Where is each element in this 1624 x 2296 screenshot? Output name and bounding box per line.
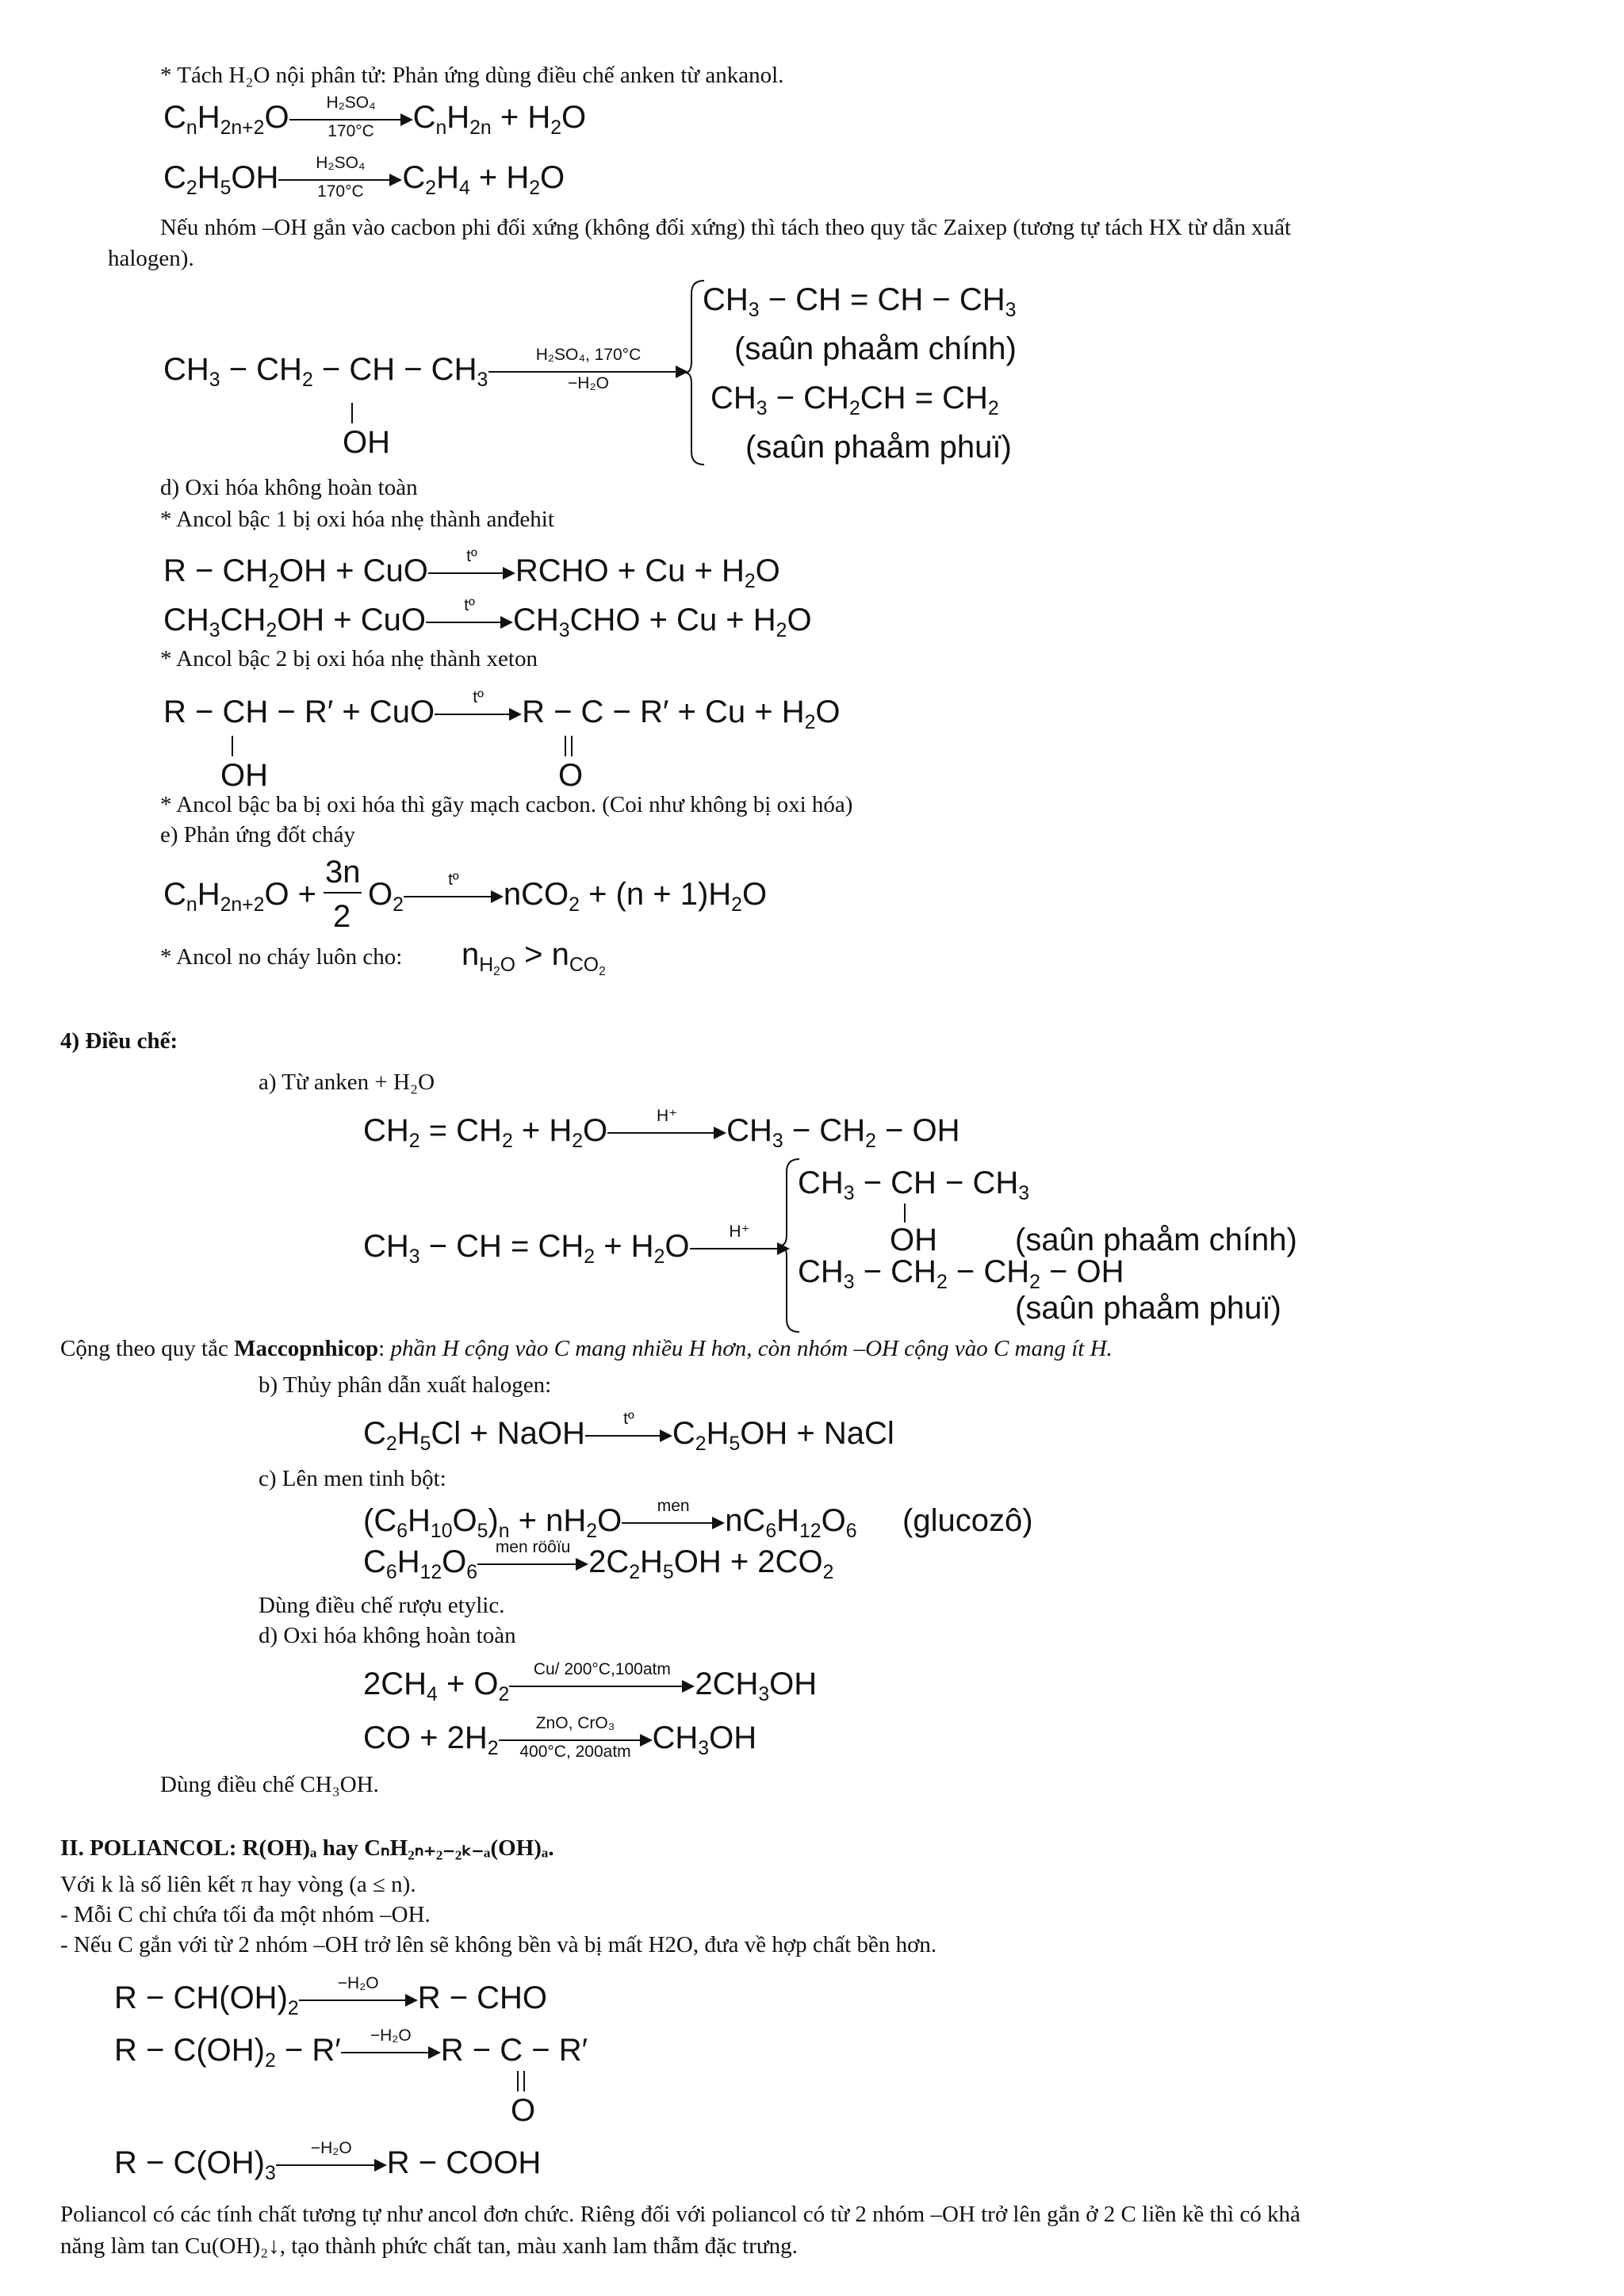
equation-butanol-reactant: $CH_3 - CH_2$ − CH − $CH_3$ [163,352,488,391]
fraction-numerator: 3n [325,855,361,890]
section-preparation-title: 4) Điều chế: [60,1028,178,1054]
paragraph-polyol-rule1: - Mỗi C chỉ chứa tối đa một nhóm –OH. [60,1902,431,1927]
equation-fermentation: $C_6H_{12}O_6$ men röôïu $2C_2H_5OH + 2CO_2$ [363,1538,834,1583]
equation-gem-triol-acid: $R - C(OH)_3$ −H₂O R − COOH [114,2139,542,2184]
paragraph-zaitsev: Nếu nhóm –OH gắn vào cacbon phi đối xứng (không đối xứng) thì tách theo quy tắc Zaixep (tương tự tách HX từ dẫn xuất [160,215,1291,240]
product-2-butene: $CH_3$ − CH = CH − $CH_3$ [703,282,1017,321]
note-methanol: Dùng điều chế CH₃OH. [160,1772,379,1797]
equation-ethanol-oxidation: $CH_3CH_2OH$ + CuO tº $CH_3CHO + Cu + H_2O$ [163,596,812,641]
double-bond-line [523,2071,525,2091]
equation-ethene-hydration: $CH_2 = CH_2 + H_2O$ H⁺ $CH_3 - CH_2$ − OH [363,1107,960,1152]
label-main-product: (saûn phaåm chính) [734,331,1017,366]
product-2-propanol: $CH_3$ − CH − $CH_3$ [798,1165,1030,1204]
inequality-h2o-co2: $n_{H_2O} > n_{CO_2}$ [462,937,606,978]
subheading-hydrolysis: b) Thủy phân dẫn xuất halogen: [259,1372,552,1398]
bond-line [904,1203,906,1223]
label-glucose: (glucozô) [902,1503,1033,1538]
hydroxyl-group: OH [343,425,390,460]
double-bond-line [571,736,573,756]
equation-general-dehydration: $C_nH_{2n+2}O$ $\frac{\text{H₂SO₄}}{170^\circ C}$ $C_nH_{2n} + H_2O$ [163,94,587,140]
paragraph-polyol-properties-cont: năng làm tan Cu(OH)₂↓, tạo thành phức chất tan, màu xanh lam thẫm đặc trưng. [60,2233,798,2259]
equation-ethanol-dehydration: $C_2H_5OH$ $\frac{\text{H₂SO₄}}{170^\circ C}$ $C_2H_4 + H_2O$ [163,154,565,201]
equation-hydrolysis: $C_2H_5Cl$ + NaOH tº $C_2H_5OH$ + NaCl [363,1410,894,1455]
section-polyol-title: II. POLIANCOL: R(OH)ₐ hay CₙH₂ₙ₊₂₋₂ₖ₋ₐ(OH)ₐ. [60,1835,554,1861]
bond-line [232,736,233,756]
paragraph-combustion-note: * Ancol no cháy luôn cho: [160,944,403,970]
product-1-butene: $CH_3 - CH_2CH = CH_2$ [710,381,999,419]
heading-incomplete-oxidation: d) Oxi hóa không hoàn toàn [160,475,418,500]
paragraph-primary-alcohol: * Ancol bậc 1 bị oxi hóa nhẹ thành anđehit [160,507,554,532]
hydroxyl-group: OH [890,1223,937,1257]
equation-propene-hydration: $CH_3$ − CH = $CH_2 + H_2O$ H⁺ [363,1230,790,1262]
paragraph-polyol-rule2: - Nếu C gắn với từ 2 nhóm –OH trở lên sẽ không bền và bị mất H2O, đưa về hợp chất bền hơn. [60,1932,937,1957]
reaction-arrow: $\frac{\text{H₂SO₄, 170°C}}{\text{−H₂O}}$ [488,354,688,385]
label-side-product: (saûn phaåm phuï) [745,430,1012,465]
equation-secondary-oxidation: R − CH − R′ + CuO tº $R - C - R' + Cu + H_2O$ [163,688,841,733]
equation-co-hydrogenation: CO + $2H_2$ ZnO, CrO₃ 400°C, 200atm $CH_3OH$ [363,1714,757,1761]
equation-combustion-left: $C_nH_{2n+2}O$ + [163,877,317,916]
equation-gem-diol-aldehyde: $R - CH(OH)_2$ −H₂O R − CHO [114,1974,548,2019]
double-bond-line [565,736,566,756]
note-ethanol: Dùng điều chế rượu etylic. [259,1593,505,1618]
fraction-bar [324,892,362,894]
paragraph-dehydration: * Tách H₂O nội phân tử: Phản ứng dùng điều chế anken từ ankanol. [160,63,784,88]
paragraph-polyol-properties: Poliancol có các tính chất tương tự như ancol đơn chức. Riêng đối với poliancol có từ 2 nhóm –OH trở lên gắn ở 2 C liền kề thì có khả [60,2202,1300,2227]
fraction-denominator: 2 [333,899,351,934]
equation-gem-diol-ketone: $R - C(OH)_2 - R'$ −H₂O R − C − R′ [114,2026,588,2072]
subheading-fermentation: c) Lên men tinh bột: [259,1466,446,1491]
subheading-from-alkene: a) Từ anken + H₂O [259,1070,435,1095]
subheading-oxidation: d) Oxi hóa không hoàn toàn [259,1623,516,1648]
bond-line [351,403,353,423]
hydroxyl-group: OH [220,758,268,793]
equation-starch-hydrolysis: $(C_6H_{10}O_5)_n + nH_2O$ men $nC_6H_{12}O_6$ [363,1497,857,1542]
paragraph-zaitsev-cont: halogen). [108,246,194,271]
label-side-product: (saûn phaåm phuï) [1015,1291,1281,1326]
equation-methane-oxidation: $2CH_4 + O_2$ Cu/ 200°C,100atm $2CH_3OH$ [363,1660,818,1705]
paragraph-secondary-alcohol: * Ancol bậc 2 bị oxi hóa nhẹ thành xeton [160,646,538,672]
double-bond-line [517,2071,519,2091]
equation-primary-oxidation: $R - CH_2OH$ + CuO tº RCHO + $Cu + H_2O$ [163,547,780,592]
carbonyl-oxygen: O [511,2093,536,2128]
paragraph-polyol-k: Với k là số liên kết π hay vòng (a ≤ n). [60,1872,416,1897]
carbonyl-oxygen: O [558,758,584,793]
paragraph-markovnikov: Cộng theo quy tắc Maccopnhicop: phần H cộng vào C mang nhiều H hơn, còn nhóm –OH cộng vào C mang ít H. [60,1336,1113,1361]
paragraph-tertiary-alcohol: * Ancol bậc ba bị oxi hóa thì gãy mạch cacbon. (Coi như không bị oxi hóa) [160,792,853,817]
product-1-propanol: $CH_3 - CH_2 - CH_2$ − OH [798,1254,1124,1293]
label-main-product: (saûn phaåm chính) [1015,1223,1297,1257]
equation-combustion-right: $O_2$ tº $nCO_2 + (n + 1)H_2O$ [368,871,768,916]
heading-combustion: e) Phản ứng đốt cháy [160,822,356,848]
